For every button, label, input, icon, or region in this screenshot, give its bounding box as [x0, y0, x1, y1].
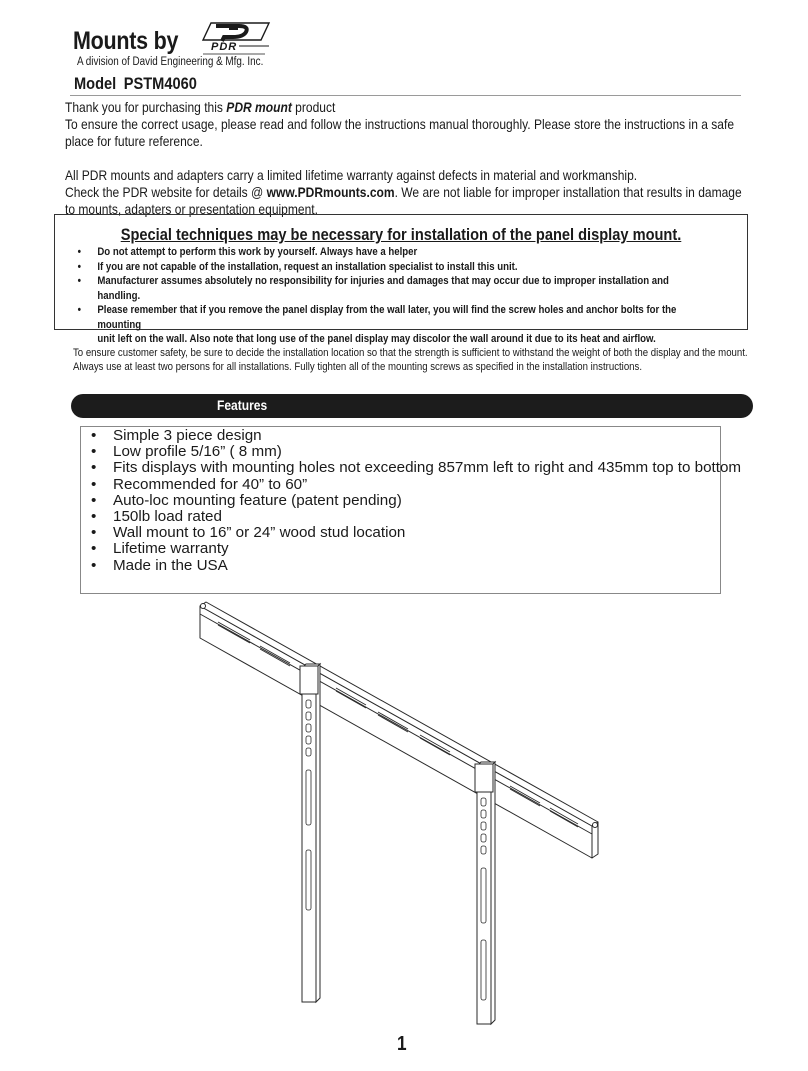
wall-mount-illustration	[190, 600, 610, 1030]
wall-rail-top	[200, 602, 598, 826]
left-arm-side	[316, 664, 320, 1002]
list-item	[89, 477, 741, 493]
intro-line-1-suffix: product	[291, 99, 336, 115]
website-link[interactable]: www.PDRmounts.com	[266, 184, 395, 200]
special-item-text: Please remember that if you remove the panel display from the wall later, you will find the screw holes and anchor bolts for the mounting	[97, 304, 677, 331]
list-item	[89, 444, 741, 460]
feature-text: Wall mount to 16” or 24” wood stud location	[113, 524, 406, 542]
list-item	[89, 460, 741, 476]
list-item	[75, 260, 703, 275]
special-item-text: Do not attempt to perform this work by yourself. Always have a helper	[97, 246, 418, 258]
website-prefix: Check the PDR website for details @	[65, 184, 267, 200]
model-line	[74, 74, 197, 94]
list-item	[89, 558, 741, 574]
bullet-icon: •	[77, 260, 81, 273]
bullet-icon: •	[77, 304, 81, 316]
list-item	[75, 245, 703, 260]
feature-text: Lifetime warranty	[113, 540, 229, 558]
right-arm-side	[491, 762, 495, 1024]
bullet-icon: •	[91, 443, 97, 461]
bullet-icon: •	[91, 540, 97, 558]
website-suffix: . We are not liable for improper installation that results in damage	[394, 184, 742, 200]
header-divider	[70, 95, 741, 96]
pdr-logo-icon	[189, 20, 271, 56]
list-item	[89, 493, 741, 509]
brand-header	[73, 16, 271, 56]
warranty-text: All PDR mounts and adapters carry a limited lifetime warranty against defects in material and workmanship.	[65, 167, 638, 183]
list-item-continuation	[75, 332, 703, 347]
feature-text: Recommended for 40” to 60”	[113, 475, 308, 493]
left-arm	[300, 664, 320, 1002]
bullet-icon: •	[77, 246, 81, 258]
feature-text: 150lb load rated	[113, 508, 222, 526]
special-techniques-title: Special techniques may be necessary for installation of the panel display mount.	[120, 225, 682, 244]
list-item	[89, 541, 741, 557]
intro-line-3: place for future reference.	[65, 133, 203, 149]
bullet-icon: •	[91, 475, 97, 493]
right-arm-hook	[475, 764, 493, 792]
list-item	[89, 525, 741, 541]
intro-text	[65, 99, 755, 218]
list-item	[75, 274, 703, 303]
bullet-icon: •	[91, 556, 97, 574]
right-arm	[475, 762, 495, 1024]
features-box	[80, 426, 742, 594]
model-number: PSTM4060	[123, 74, 197, 93]
wall-rail-face	[200, 606, 592, 858]
bullet-icon: •	[91, 427, 97, 444]
intro-line-1-prefix: Thank you for purchasing this	[65, 99, 227, 115]
liability-end: to mounts, adapters or presentation equipment.	[65, 201, 319, 217]
intro-line-1	[65, 99, 753, 116]
special-item-text: If you are not capable of the installation, request an installation specialist to install this unit.	[97, 260, 518, 273]
list-item	[89, 428, 741, 444]
special-item-text: unit left on the wall. Also note that long use of the panel display may discolor the wall around it due to its heat and airflow.	[97, 333, 656, 345]
safety-line-2: Always use at least two persons for all installations. Fully tighten all of the mounting screws as specified in the installation instructions.	[73, 361, 643, 373]
safety-note	[73, 346, 761, 374]
intro-line-1-emph: PDR mount	[226, 99, 292, 115]
left-arm-hook	[300, 666, 318, 694]
bullet-icon: •	[91, 508, 97, 526]
left-arm-bar	[302, 668, 316, 1002]
feature-text: Fits displays with mounting holes not exceeding 857mm left to right and 435mm top to bottom	[113, 459, 742, 477]
list-item	[89, 509, 741, 525]
intro-line-2: To ensure the correct usage, please read and follow the instructions manual thoroughly. Please store the instructions in a safe	[65, 116, 735, 132]
page-number: 1	[397, 1033, 407, 1055]
special-techniques-list	[75, 245, 703, 347]
list-item	[75, 303, 703, 332]
model-label: Model	[74, 74, 117, 93]
feature-text: Auto-loc mounting feature (patent pending)	[113, 491, 402, 509]
website-line	[65, 184, 753, 201]
features-heading-bar	[71, 394, 753, 418]
feature-text: Made in the USA	[113, 556, 228, 574]
bullet-icon: •	[91, 459, 97, 477]
right-arm-bar	[477, 766, 491, 1024]
features-heading: Features	[217, 397, 268, 413]
logo-text: PDR	[211, 41, 238, 53]
feature-text: Simple 3 piece design	[113, 427, 262, 444]
rail-end-knob	[201, 604, 206, 609]
feature-text: Low profile 5/16” ( 8 mm)	[113, 443, 282, 461]
mounts-by-text: Mounts by	[73, 27, 179, 55]
bullet-icon: •	[77, 275, 81, 287]
special-item-text: Manufacturer assumes absolutely no responsibility for injuries and damages that may occur due to improper installation and handling.	[97, 275, 669, 302]
division-text: A division of David Engineering & Mfg. Inc.	[77, 56, 264, 68]
special-techniques-box	[54, 214, 748, 345]
bullet-icon: •	[91, 524, 97, 542]
bullet-icon: •	[91, 491, 97, 509]
rail-end-knob	[593, 823, 598, 828]
safety-line-1: To ensure customer safety, be sure to decide the installation location so that the strength is sufficient to withstand the weight of both the display and the mount.	[73, 347, 748, 359]
features-list	[89, 428, 741, 574]
wall-rail-lip	[200, 614, 592, 834]
